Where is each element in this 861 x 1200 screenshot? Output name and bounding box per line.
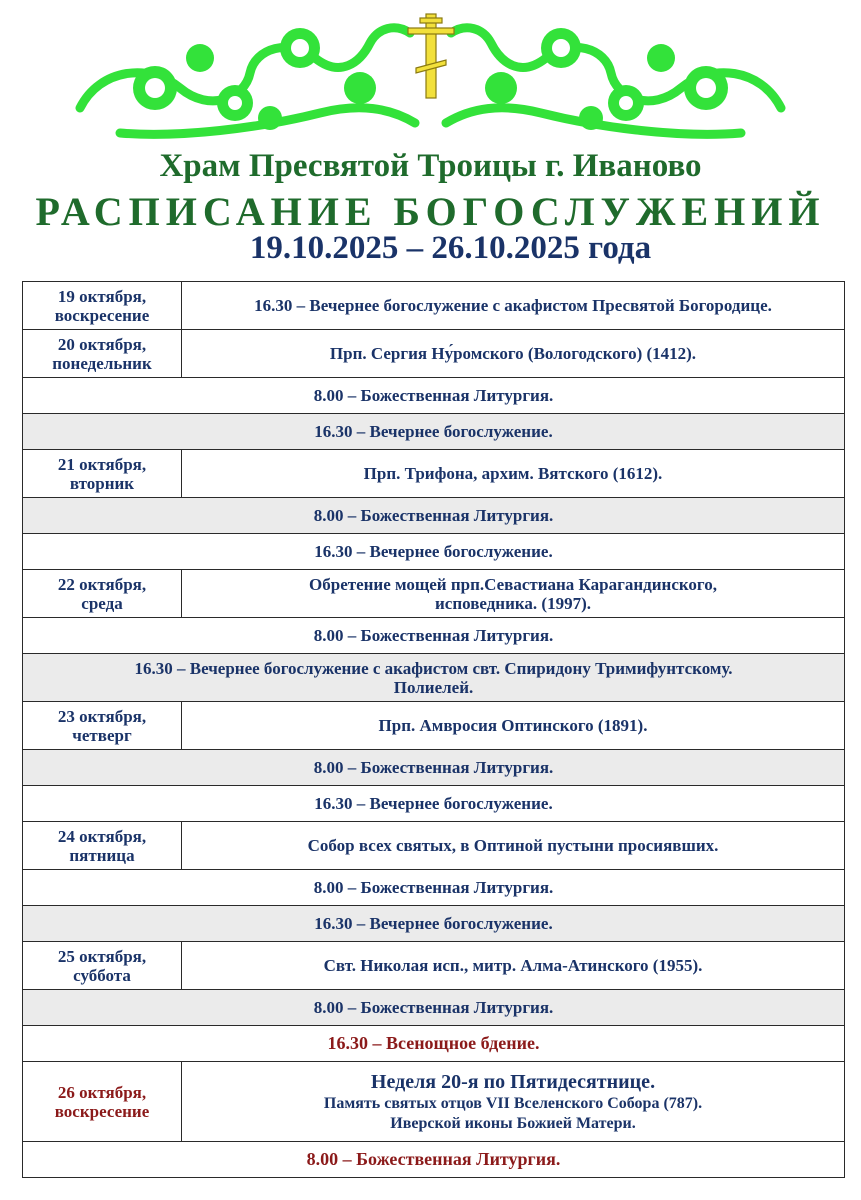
date-range: 19.10.2025 – 26.10.2025 года: [249, 230, 652, 266]
table-row: [23, 534, 845, 570]
table-row: [23, 942, 845, 990]
table-row: [23, 990, 845, 1026]
table-row: [23, 1142, 845, 1178]
table-row: [23, 378, 845, 414]
day-cell: 22 октября, среда: [23, 570, 182, 618]
day-cell: 23 октября, четверг: [23, 702, 182, 750]
day-cell: 21 октября, вторник: [23, 450, 182, 498]
service-cell: 8.00 – Божественная Литургия.: [23, 990, 845, 1026]
table-row: [23, 654, 845, 702]
table-row: [23, 1062, 845, 1142]
saint-cell: Свт. Николая исп., митр. Алма-Атинского (1955).: [182, 942, 845, 990]
feast-line: Память святых отцов VII Вселенского Собора (787).: [323, 1094, 703, 1112]
feast-title: Неделя 20-я по Пятидесятнице.: [370, 1070, 656, 1093]
vigil-cell: 16.30 – Всенощное бдение.: [23, 1026, 845, 1062]
day-cell: 24 октября, пятница: [23, 822, 182, 870]
day-cell: 19 октября, воскресение: [23, 282, 182, 330]
table-row: [23, 906, 845, 942]
service-cell: 8.00 – Божественная Литургия.: [23, 1142, 845, 1178]
service-cell: 16.30 – Вечернее богослужение.: [23, 534, 845, 570]
table-row: [23, 618, 845, 654]
church-name: Храм Пресвятой Троицы г. Иваново: [159, 148, 702, 184]
orthodox-cross-icon: [408, 14, 454, 98]
table-row: [23, 786, 845, 822]
service-cell: 8.00 – Божественная Литургия.: [23, 498, 845, 534]
day-cell: 25 октября, суббота: [23, 942, 182, 990]
table-row: [23, 330, 845, 378]
table-row: [23, 822, 845, 870]
page-title: РАСПИСАНИЕ БОГОСЛУЖЕНИЙ: [35, 189, 826, 234]
service-cell: 16.30 – Вечернее богослужение.: [23, 906, 845, 942]
saint-cell: Прп. Сергия Ну́ромского (Вологодского) (1412).: [182, 330, 845, 378]
saint-cell: Собор всех святых, в Оптиной пустыни просиявших.: [182, 822, 845, 870]
table-row: [23, 282, 845, 330]
schedule-table: [22, 281, 845, 1178]
service-cell: 8.00 – Божественная Литургия.: [23, 750, 845, 786]
table-row: [23, 414, 845, 450]
table-row: [23, 498, 845, 534]
service-cell: 8.00 – Божественная Литургия.: [23, 870, 845, 906]
saint-cell: Обретение мощей прп.Севастиана Карагандинского, исповедника. (1997).: [182, 570, 845, 618]
table-row: [23, 750, 845, 786]
saint-cell: Прп. Трифона, архим. Вятского (1612).: [182, 450, 845, 498]
day-cell: 26 октября, воскресение: [23, 1062, 182, 1142]
table-row: [23, 1026, 845, 1062]
saint-cell: Прп. Амвросия Оптинского (1891).: [182, 702, 845, 750]
table-row: [23, 702, 845, 750]
service-cell: 16.30 – Вечернее богослужение.: [23, 414, 845, 450]
floral-ornament: [60, 8, 801, 148]
service-cell: 8.00 – Божественная Литургия.: [23, 378, 845, 414]
feast-cell: [182, 1062, 845, 1142]
day-cell: 20 октября, понедельник: [23, 330, 182, 378]
feast-line: Иверской иконы Божией Матери.: [390, 1114, 636, 1132]
table-row: [23, 450, 845, 498]
service-cell: 16.30 – Вечернее богослужение.: [23, 786, 845, 822]
service-cell: 8.00 – Божественная Литургия.: [23, 618, 845, 654]
event-cell: 16.30 – Вечернее богослужение с акафистом Пресвятой Богородице.: [182, 282, 845, 330]
table-row: [23, 870, 845, 906]
table-row: [23, 570, 845, 618]
service-cell: 16.30 – Вечернее богослужение с акафистом свт. Спиридону Тримифунтскому. Полиелей.: [23, 654, 845, 702]
